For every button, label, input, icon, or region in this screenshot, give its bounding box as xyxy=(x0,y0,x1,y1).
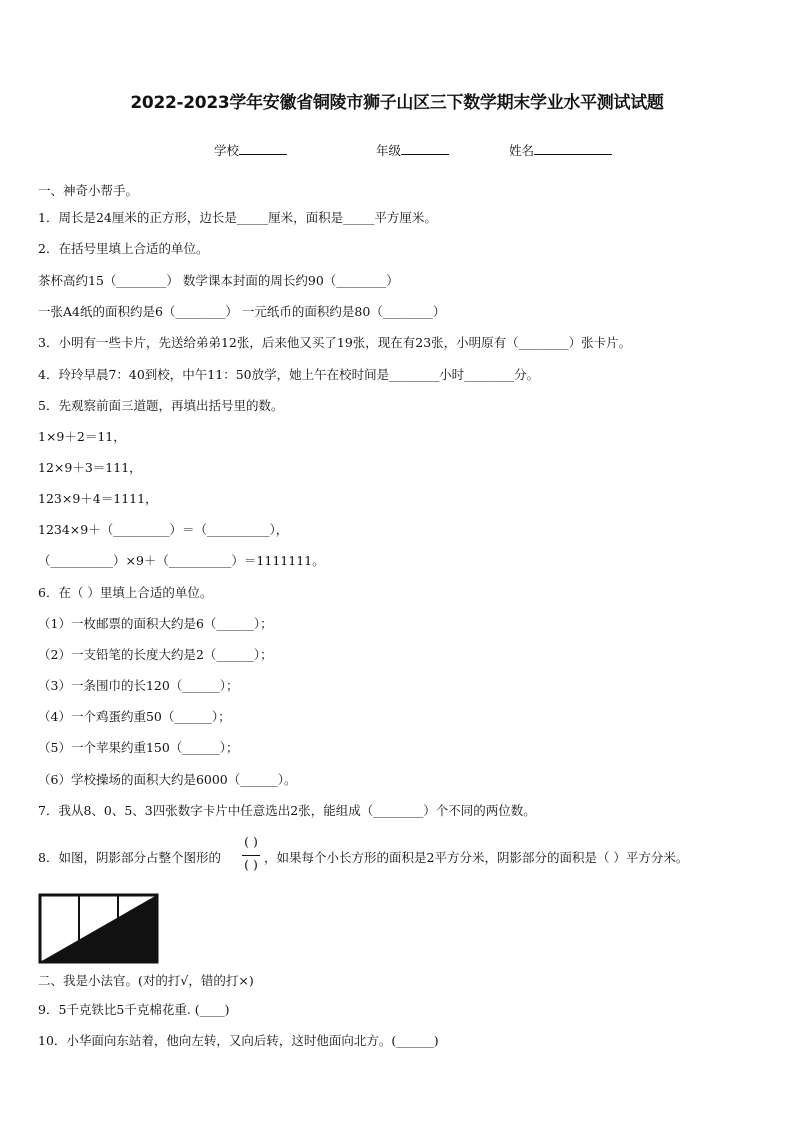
section-1-heading: 一、神奇小帮手。 xyxy=(38,183,139,198)
question-4: 4．玲玲早晨7：40到校，中午11：50放学，她上午在校时间是________小时________分。 xyxy=(38,367,540,382)
school-label: 学校 xyxy=(214,143,240,158)
question-6: 6．在（ ）里填上合适的单位。 xyxy=(38,585,213,600)
question-8-part-1: 8．如图，阴影部分占整个图形的 xyxy=(38,850,221,865)
name-field[interactable] xyxy=(509,141,612,159)
school-field[interactable] xyxy=(214,141,287,159)
question-2: 2．在括号里填上合适的单位。 xyxy=(38,241,209,256)
question-10: 10．小华面向东站着，他向左转，又向后转，这时他面向北方。(______) xyxy=(38,1033,439,1048)
question-1: 1．周长是24厘米的正方形，边长是_____厘米，面积是_____平方厘米。 xyxy=(38,210,437,225)
name-label: 姓名 xyxy=(509,143,535,158)
question-3: 3．小明有一些卡片，先送给弟弟12张，后来他又买了19张，现在有23张，小明原有（________）张卡片。 xyxy=(38,335,632,350)
question-6-item-6: （6）学校操场的面积大约是6000（______）。 xyxy=(38,772,297,787)
school-blank[interactable] xyxy=(239,143,287,155)
question-6-item-3: （3）一条围巾的长120（______）； xyxy=(38,678,239,693)
name-blank[interactable] xyxy=(534,143,612,155)
section-2-heading: 二、我是小法官。(对的打√，错的打×) xyxy=(38,973,254,988)
question-8-part-2: ，如果每个小长方形的面积是2平方分米，阴影部分的面积是（ ）平方分米。 xyxy=(264,850,689,865)
shaded-rectangle-figure xyxy=(38,893,160,965)
question-5-eq-1: 1×9＋2＝11， xyxy=(38,429,126,444)
question-5-eq-2: 12×9＋3＝111， xyxy=(38,460,142,475)
question-6-item-5: （5）一个苹果约重150（______）； xyxy=(38,740,239,755)
grade-blank[interactable] xyxy=(401,143,449,155)
question-6-item-4: （4）一个鸡蛋约重50（______）； xyxy=(38,709,231,724)
question-5-eq-5: （__________）×9＋（__________）＝1111111。 xyxy=(38,553,325,568)
grade-field[interactable] xyxy=(376,141,449,159)
question-5-eq-3: 123×9＋4＝1111， xyxy=(38,491,158,506)
question-7: 7．我从8、0、5、3四张数字卡片中任意选出2张，能组成（________）个不同的两位数。 xyxy=(38,803,536,818)
grade-label: 年级 xyxy=(376,143,402,158)
question-5-eq-4: 1234×9＋（_________）＝（__________）， xyxy=(38,522,289,537)
fraction-numerator: ( ) xyxy=(244,834,258,849)
question-5: 5．先观察前面三道题，再填出括号里的数。 xyxy=(38,398,284,413)
fraction-denominator: ( ) xyxy=(244,857,258,872)
fraction-blank[interactable] xyxy=(240,834,262,876)
question-9: 9．5千克铁比5千克棉花重. (____) xyxy=(38,1002,230,1017)
shaded-triangle xyxy=(40,895,157,962)
fraction-bar xyxy=(242,855,260,856)
question-2-row-1: 茶杯高约15（________） 数学课本封面的周长约90（________） xyxy=(38,273,399,288)
question-6-item-1: （1）一枚邮票的面积大约是6（______）； xyxy=(38,616,273,631)
question-2-row-2: 一张A4纸的面积约是6（________） 一元纸币的面积约是80（________） xyxy=(38,304,446,319)
question-6-item-2: （2）一支铅笔的长度大约是2（______）； xyxy=(38,647,273,662)
page-title: 2022-2023学年安徽省铜陵市狮子山区三下数学期末学业水平测试试题 xyxy=(130,93,664,113)
